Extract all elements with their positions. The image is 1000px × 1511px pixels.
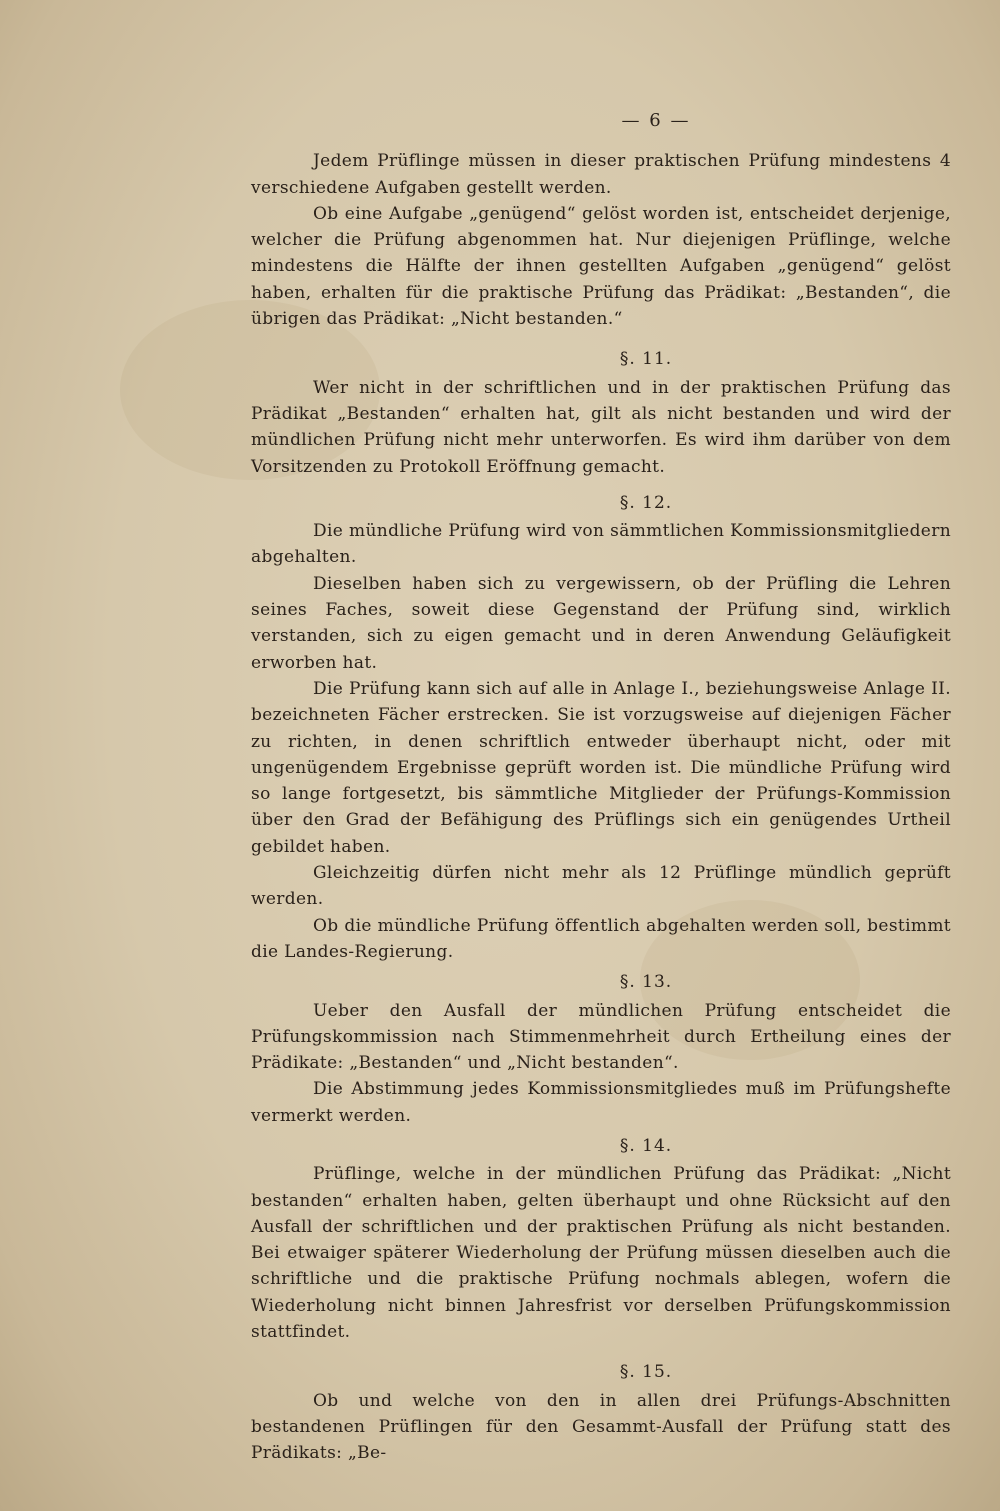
section-heading: §. 11. [619, 349, 673, 370]
paragraph: Wer nicht in der schriftlichen und in der praktischen Prüfung das Prädikat „Bestanden“ erhalten hat, gilt als nicht bestanden und wird der mündlichen Prüfung nicht mehr unterworfen. Es wird ihm darüber von dem Vorsitzenden zu Protokoll Eröffnung gemacht. [251, 377, 951, 477]
paragraph: Prüflinge, welche in der mündlichen Prüfung das Prädikat: „Nicht bestanden“ erhalten haben, gelten überhaupt und ohne Rücksicht auf den Ausfall der schriftlichen und der praktischen Prüfung als nicht bestanden. Bei etwaiger späterer Wiederholung der Prüfung müssen dieselben auch die schriftliche und die praktische Prüfung nochmals ablegen, wofern die Wiederholung nicht binnen Jahresfrist vor derselben Prüfungskommission stattfindet. [251, 1164, 951, 1343]
paragraph: Jedem Prüflinge müssen in dieser praktischen Prüfung mindestens 4 verschiedene Aufgaben gestellt werden. [251, 151, 951, 198]
page-number: — 6 — [621, 110, 691, 131]
paragraph: Gleichzeitig dürfen nicht mehr als 12 Prüflinge mündlich geprüft werden. [251, 863, 951, 910]
paragraph: Dieselben haben sich zu vergewissern, ob der Prüfling die Lehren seines Faches, soweit diese Gegenstand der Prüfung sind, wirklich verstanden, sich zu eigen gemacht und in deren Anwendung Geläufigkeit erworben hat. [251, 573, 951, 673]
paragraph: Ob eine Aufgabe „genügend“ gelöst worden ist, entscheidet derjenige, welcher die Prüfung abgenommen hat. Nur diejenigen Prüflinge, welche mindestens die Hälfte der ihnen gestellten Aufgaben „genügend“ gelöst haben, erhalten für die praktische Prüfung das Prädikat: „Bestanden“, die übrigen das Prädikat: „Nicht bestanden.“ [251, 203, 951, 330]
section-heading: §. 13. [619, 972, 673, 993]
paragraph: Die mündliche Prüfung wird von sämmtlichen Kommissionsmitgliedern abgehalten. [251, 521, 951, 568]
paragraph: Die Abstimmung jedes Kommissionsmitgliedes muß im Prüfungshefte vermerkt werden. [251, 1079, 951, 1126]
section-heading: §. 12. [619, 492, 673, 513]
paragraph: Ueber den Ausfall der mündlichen Prüfung entscheidet die Prüfungskommission nach Stimmenmehrheit durch Ertheilung eines der Prädikate: „Bestanden“ und „Nicht bestanden“. [251, 1000, 951, 1074]
section-heading: §. 15. [619, 1362, 673, 1383]
page-text [251, 108, 951, 1467]
paragraph: Ob die mündliche Prüfung öffentlich abgehalten werden soll, bestimmt die Landes-Regierung. [251, 915, 951, 962]
paragraph: Die Prüfung kann sich auf alle in Anlage I., beziehungsweise Anlage II. bezeichneten Fächer erstrecken. Sie ist vorzugsweise auf diejenigen Fächer zu richten, in denen schriftlich entweder überhaupt nicht, oder mit ungenügendem Ergebnisse geprüft worden ist. Die mündliche Prüfung wird so lange fortgesetzt, bis sämmtliche Mitglieder der Prüfungs-Kommission über den Grad der Befähigung des Prüflings sich ein genügendes Urtheil gebildet haben. [251, 678, 951, 857]
paragraph: Ob und welche von den in allen drei Prüfungs-Abschnitten bestandenen Prüflingen für den Gesammt-Ausfall der Prüfung statt des Prädikats: „Be- [251, 1390, 951, 1464]
section-heading: §. 14. [619, 1135, 673, 1156]
